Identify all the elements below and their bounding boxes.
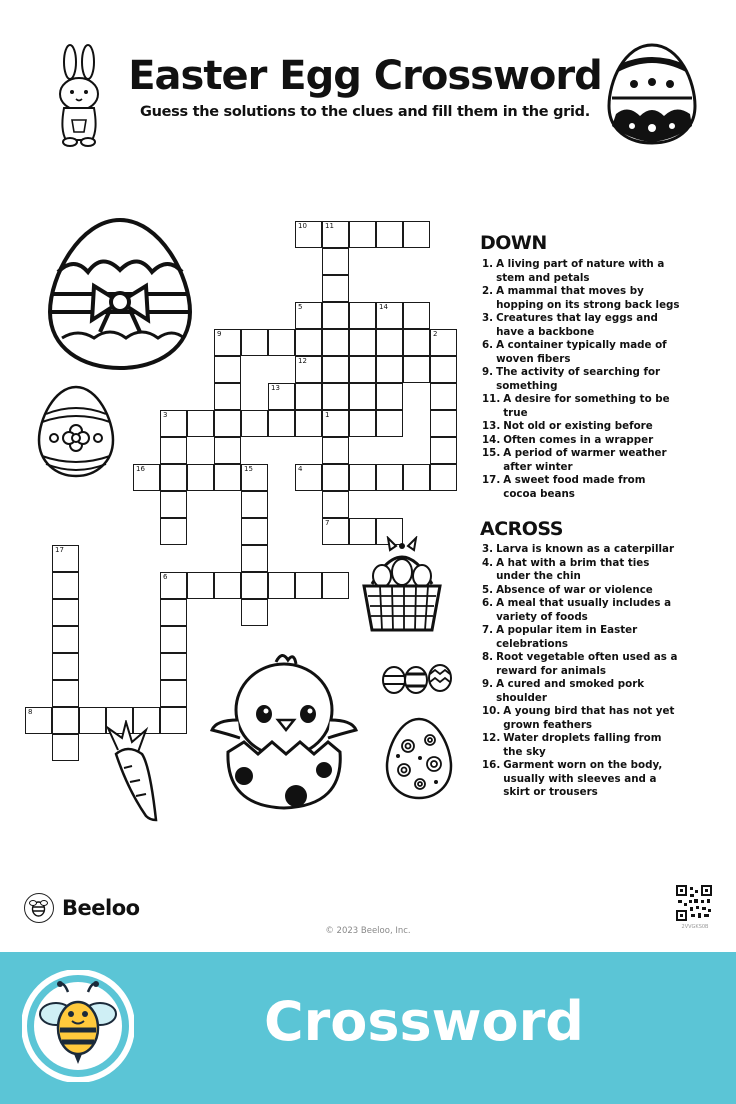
grid-cell[interactable]	[52, 599, 79, 626]
grid-cell[interactable]	[430, 329, 457, 356]
clue-number: 7	[325, 519, 330, 527]
clue-number: 2	[433, 330, 438, 338]
down-clue	[482, 474, 682, 501]
across-clue	[482, 597, 682, 624]
grid-cell[interactable]	[160, 491, 187, 518]
across-clue	[482, 624, 682, 651]
clue-number-label: 6.	[482, 339, 494, 351]
down-clue	[482, 285, 682, 312]
grid-cell[interactable]	[322, 383, 349, 410]
down-heading: DOWN	[480, 232, 547, 254]
grid-cell[interactable]	[241, 545, 268, 572]
grid-cell[interactable]	[214, 356, 241, 383]
grid-cell[interactable]	[268, 410, 295, 437]
grid-cell[interactable]	[241, 329, 268, 356]
clue-text: The activity of searching for something	[496, 366, 661, 392]
grid-cell[interactable]	[214, 572, 241, 599]
grid-cell[interactable]	[160, 653, 187, 680]
grid-cell[interactable]	[160, 599, 187, 626]
across-clue	[482, 584, 682, 598]
clue-text: A desire for something to be true	[503, 393, 670, 419]
clue-text: A container typically made of woven fibers	[496, 339, 667, 365]
small-eggs-illustration	[380, 660, 456, 696]
clue-number-label: 2.	[482, 285, 494, 297]
grid-cell[interactable]	[403, 302, 430, 329]
grid-cell[interactable]	[430, 437, 457, 464]
clue-number-label: 10.	[482, 705, 501, 717]
grid-cell[interactable]	[160, 626, 187, 653]
grid-cell[interactable]	[322, 329, 349, 356]
grid-cell[interactable]	[241, 572, 268, 599]
banner-label: Crossword	[264, 990, 584, 1053]
clue-number: 16	[136, 465, 145, 473]
grid-cell[interactable]	[295, 302, 322, 329]
clue-text: Absence of war or violence	[496, 583, 653, 596]
clue-text: A mammal that moves by hopping on its strong back legs	[496, 285, 680, 311]
grid-cell[interactable]	[52, 734, 79, 761]
clue-number: 9	[217, 330, 222, 338]
grid-cell[interactable]	[322, 248, 349, 275]
clue-number-label: 9.	[482, 678, 494, 690]
down-clue	[482, 447, 682, 474]
grid-cell[interactable]	[268, 572, 295, 599]
grid-cell[interactable]	[322, 518, 349, 545]
across-clue	[482, 557, 682, 584]
grid-cell[interactable]	[160, 437, 187, 464]
grid-cell[interactable]	[295, 464, 322, 491]
clue-number: 17	[55, 546, 64, 554]
grid-cell[interactable]	[295, 410, 322, 437]
grid-cell[interactable]	[241, 464, 268, 491]
across-clue	[482, 543, 682, 557]
grid-cell[interactable]	[403, 464, 430, 491]
grid-cell[interactable]	[322, 410, 349, 437]
grid-cell[interactable]	[160, 410, 187, 437]
product-code: 2VVGKS0B	[681, 924, 709, 930]
clue-text: A hat with a brim that ties under the chin	[496, 556, 650, 582]
flower-egg-illustration	[36, 384, 116, 480]
grid-cell[interactable]	[403, 356, 430, 383]
grid-cell[interactable]	[322, 302, 349, 329]
clue-number: 5	[298, 303, 303, 311]
clue-number: 10	[298, 222, 307, 230]
grid-cell[interactable]	[295, 221, 322, 248]
down-clue	[482, 258, 682, 285]
grid-cell[interactable]	[241, 491, 268, 518]
down-clue-list	[482, 258, 682, 501]
grid-cell[interactable]	[214, 410, 241, 437]
carrot-illustration	[98, 720, 168, 824]
down-clue	[482, 420, 682, 434]
grid-cell[interactable]	[376, 383, 403, 410]
across-clue-list	[482, 543, 682, 800]
grid-cell[interactable]	[241, 518, 268, 545]
clue-number-label: 12.	[482, 732, 501, 744]
clue-text: Creatures that lay eggs and have a backbone	[496, 312, 658, 338]
across-clue	[482, 759, 682, 800]
clue-number: 1	[325, 411, 330, 419]
down-clue	[482, 339, 682, 366]
grid-cell[interactable]	[52, 572, 79, 599]
top-egg-illustration	[604, 42, 700, 146]
clue-number-label: 5.	[482, 583, 494, 596]
clue-text: A meal that usually includes a variety of foods	[496, 597, 672, 623]
clue-number: 13	[271, 384, 280, 392]
down-clue	[482, 393, 682, 420]
clue-number-label: 3.	[482, 543, 494, 555]
grid-cell[interactable]	[322, 491, 349, 518]
grid-cell[interactable]	[376, 410, 403, 437]
clue-number-label: 7.	[482, 624, 494, 636]
clue-text: A living part of nature with a stem and petals	[496, 258, 665, 284]
clue-number-label: 6.	[482, 597, 494, 609]
grid-cell[interactable]	[214, 464, 241, 491]
clue-number: 11	[325, 222, 334, 230]
grid-cell[interactable]	[430, 356, 457, 383]
grid-cell[interactable]	[214, 437, 241, 464]
clue-number-label: 16.	[482, 759, 501, 771]
qr-code-icon	[676, 885, 712, 921]
clue-number-label: 4.	[482, 556, 494, 569]
clue-text: A period of warmer weather after winter	[503, 447, 667, 473]
grid-cell[interactable]	[187, 464, 214, 491]
clue-number: 14	[379, 303, 388, 311]
grid-cell[interactable]	[322, 275, 349, 302]
grid-cell[interactable]	[295, 329, 322, 356]
grid-cell[interactable]	[322, 437, 349, 464]
grid-cell[interactable]	[349, 329, 376, 356]
grid-cell[interactable]	[268, 329, 295, 356]
grid-cell[interactable]	[52, 653, 79, 680]
grid-cell[interactable]	[295, 383, 322, 410]
clue-text: Not old or existing before	[503, 420, 653, 432]
clue-number: 15	[244, 465, 253, 473]
grid-cell[interactable]	[214, 329, 241, 356]
page-subtitle: Guess the solutions to the clues and fill them in the grid.	[140, 104, 590, 120]
clue-number-label: 15.	[482, 447, 501, 459]
down-clue	[482, 312, 682, 339]
clue-number-label: 17.	[482, 474, 501, 486]
across-heading: ACROSS	[480, 518, 563, 540]
grid-cell[interactable]	[349, 356, 376, 383]
grid-cell[interactable]	[430, 410, 457, 437]
page-title: Easter Egg Crossword	[128, 53, 602, 99]
across-clue	[482, 678, 682, 705]
grid-cell[interactable]	[376, 329, 403, 356]
beeloo-logo[interactable]	[24, 893, 140, 923]
grid-cell[interactable]	[349, 302, 376, 329]
grid-cell[interactable]	[376, 356, 403, 383]
bee-icon	[24, 893, 54, 923]
clue-number: 3	[163, 411, 168, 419]
grid-cell[interactable]	[430, 464, 457, 491]
clue-number-label: 11.	[482, 393, 501, 405]
basket-illustration	[360, 536, 444, 634]
grid-cell[interactable]	[403, 329, 430, 356]
clue-text: A sweet food made from cocoa beans	[503, 474, 646, 500]
grid-cell[interactable]	[241, 599, 268, 626]
grid-cell[interactable]	[52, 707, 79, 734]
clue-number-label: 3.	[482, 312, 494, 324]
grid-cell[interactable]	[376, 464, 403, 491]
grid-cell[interactable]	[349, 464, 376, 491]
grid-cell[interactable]	[187, 572, 214, 599]
clue-number-label: 13.	[482, 420, 501, 432]
daisy-egg-illustration	[384, 716, 454, 802]
grid-cell[interactable]	[322, 464, 349, 491]
clue-number-label: 1.	[482, 258, 494, 270]
grid-cell[interactable]	[52, 680, 79, 707]
clue-number: 6	[163, 573, 168, 581]
bow-egg-illustration	[44, 216, 196, 372]
grid-cell[interactable]	[376, 302, 403, 329]
clue-number: 4	[298, 465, 303, 473]
clue-number: 12	[298, 357, 307, 365]
grid-cell[interactable]	[52, 545, 79, 572]
grid-cell[interactable]	[160, 680, 187, 707]
grid-cell[interactable]	[349, 221, 376, 248]
grid-cell[interactable]	[160, 572, 187, 599]
across-clue	[482, 732, 682, 759]
grid-cell[interactable]	[430, 383, 457, 410]
grid-cell[interactable]	[268, 383, 295, 410]
clue-text: Root vegetable often used as a reward for animals	[496, 651, 678, 677]
down-clue	[482, 366, 682, 393]
clue-text: Water droplets falling from the sky	[503, 732, 662, 758]
clue-text: Often comes in a wrapper	[503, 433, 654, 446]
grid-cell[interactable]	[295, 572, 322, 599]
bee-mascot-icon	[22, 970, 134, 1082]
clue-text: Larva is known as a caterpillar	[496, 543, 675, 555]
grid-cell[interactable]	[349, 410, 376, 437]
grid-cell[interactable]	[349, 383, 376, 410]
grid-cell[interactable]	[322, 356, 349, 383]
bunny-illustration	[48, 42, 110, 150]
grid-cell[interactable]	[214, 383, 241, 410]
grid-cell[interactable]	[25, 707, 52, 734]
clue-text: A popular item in Easter celebrations	[496, 624, 638, 650]
down-clue	[482, 434, 682, 448]
clue-number-label: 14.	[482, 433, 501, 446]
grid-cell[interactable]	[376, 221, 403, 248]
grid-cell[interactable]	[322, 572, 349, 599]
grid-cell[interactable]	[241, 410, 268, 437]
clue-number-label: 9.	[482, 366, 494, 378]
grid-cell[interactable]	[160, 518, 187, 545]
grid-cell[interactable]	[322, 221, 349, 248]
grid-cell[interactable]	[160, 464, 187, 491]
grid-cell[interactable]	[133, 464, 160, 491]
brand-name: Beeloo	[62, 896, 140, 920]
clue-text: Garment worn on the body, usually with sleeves and a skirt or trousers	[503, 759, 663, 798]
grid-cell[interactable]	[52, 626, 79, 653]
across-clue	[482, 705, 682, 732]
clue-number-label: 8.	[482, 651, 494, 663]
grid-cell[interactable]	[403, 221, 430, 248]
copyright-text: © 2023 Beeloo, Inc.	[325, 926, 411, 936]
chick-illustration	[208, 648, 358, 812]
clue-text: A cured and smoked pork shoulder	[496, 678, 645, 704]
clue-number: 8	[28, 708, 33, 716]
across-clue	[482, 651, 682, 678]
clue-text: A young bird that has not yet grown feathers	[503, 705, 675, 731]
grid-cell[interactable]	[187, 410, 214, 437]
grid-cell[interactable]	[295, 356, 322, 383]
